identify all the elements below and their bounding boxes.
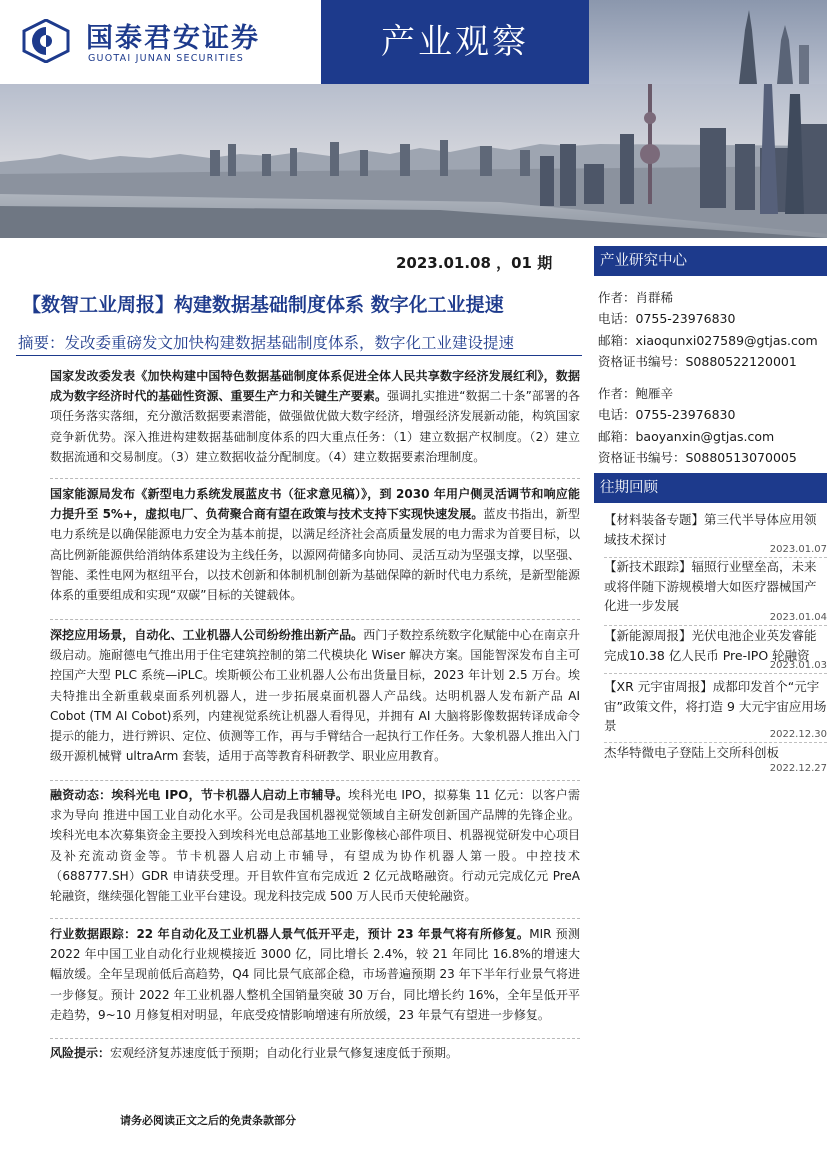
paragraph-body: 西门子数控系统数字化赋能中心在南京升级启动。施耐德电气推出用于住宅建筑控制的第二代模块化 Wiser 解决方案。国能智深发布自主可控国产大型 PLC 系统—iPLC。埃斯顿公布工业机器人公布出货量目标，2023 年计划 2.5 万台。埃夫特推出全新重载桌面系列机器人，进一步拓展桌面机器人产品线。达明机器人发布新产品 AI Cobot (TM AI Cobot)系列，内建视觉系统让机器人看得见，并拥有 AI 大脑将影像数据转译成命令提示的能力，进行辨识、定位、侦测等工作，再与手臂结合一起执行工作任务。大象机器人推出入门级开源机械臂 ultraArm 套装，适用于高等教育科研教学、职业应用教育。 bbox=[50, 628, 580, 764]
recent-report-title[interactable]: 【新技术跟踪】辐照行业壁垒高，未来或将伴随下游规模增大如医疗器械国产化进一步发展 bbox=[604, 559, 817, 613]
paragraph-body: 强调扎实推进“数据二十条”部署的各项任务落实落细，充分激活数据要素潜能，做强做优做大数字经济，增强经济发展新动能，构筑国家竞争新优势。深入推进构建数据基础制度体系的四大重点任务：（1）建立数据产权制度。（2）建立数据流通和交易制度。（3）建立数据收益分配制度。（4）建立数据要素治理制度。 bbox=[50, 389, 580, 464]
author-certificate: 资格证书编号：S0880513070005 bbox=[598, 450, 797, 466]
paragraph-separator bbox=[50, 1038, 580, 1039]
paragraph-lead: 国家能源局发布《新型电力系统发展蓝皮书（征求意见稿）》，到 2030 年用户侧灵活调节和响应能力提升至 5%+，虚拟电厂、负荷聚合商有望在政策与技术支持下实现快速发展。 bbox=[50, 487, 580, 522]
summary-divider bbox=[16, 355, 582, 356]
issue-date: 2023.01.08 ，01 期 bbox=[396, 254, 553, 272]
skyline-photo-banner bbox=[0, 84, 827, 238]
author-email[interactable]: 邮箱：xiaoqunxi027589@gtjas.com bbox=[598, 332, 818, 348]
skyline-photo-top bbox=[589, 0, 827, 84]
paragraph-separator bbox=[50, 619, 580, 620]
sidebar-recent-title: 往期回顾 bbox=[594, 473, 827, 503]
paragraph-lead: 行业数据跟踪：22 年自动化及工业机器人景气低开平走，预计 23 年景气将有所修复。 bbox=[50, 927, 530, 941]
recent-report-date: 2022.12.30 bbox=[769, 729, 827, 740]
guotai-junan-logo-icon bbox=[22, 19, 70, 63]
recent-report-item[interactable] bbox=[604, 557, 827, 616]
disclaimer-note: 请务必阅读正文之后的免责条款部分 bbox=[120, 1114, 296, 1127]
paragraph-body: 宏观经济复苏速度低于预期；自动化行业景气修复速度低于预期。 bbox=[110, 1046, 459, 1060]
paragraph-lead: 融资动态：埃科光电 IPO，节卡机器人启动上市辅导。 bbox=[50, 788, 349, 802]
recent-separator bbox=[604, 673, 827, 674]
header-logo-area bbox=[0, 0, 320, 84]
author-email[interactable]: 邮箱：baoyanxin@gtjas.com bbox=[598, 428, 775, 444]
paragraph-separator bbox=[50, 918, 580, 919]
section-title: 产业观察 bbox=[321, 0, 589, 84]
recent-report-item[interactable] bbox=[604, 743, 827, 763]
recent-report-title[interactable]: 【XR 元宇宙周报】成都印发首个“元宇宙”政策文件，将打造 9 大元宇宙应用场景 bbox=[604, 679, 827, 733]
author-name: 作者：肖群稀 bbox=[598, 290, 674, 305]
company-name-en: GUOTAI JUNAN SECURITIES bbox=[88, 53, 244, 64]
paragraph-lead: 国家发改委发表《加快构建中国特色数据基础制度体系促进全体人民共享数字经济发展红利》，数据成为数字经济时代的基础性资源、重要生产力和关键生产要素。 bbox=[50, 369, 580, 404]
recent-report-title[interactable]: 杰华特微电子登陆上交所科创板 bbox=[604, 745, 780, 760]
paragraph-lead: 深挖应用场景，自动化、工业机器人公司纷纷推出新产品。 bbox=[50, 628, 364, 642]
recent-report-date: 2022.12.27 bbox=[769, 763, 827, 774]
paragraph-risk bbox=[50, 1043, 580, 1063]
paragraph-industry-data bbox=[50, 924, 580, 1025]
author-certificate: 资格证书编号：S0880522120001 bbox=[598, 354, 797, 370]
paragraph-lead: 风险提示： bbox=[50, 1046, 111, 1060]
author-phone: 电话：0755-23976830 bbox=[598, 407, 736, 423]
author-contact-2 bbox=[598, 383, 797, 469]
author-contact-1 bbox=[598, 287, 818, 373]
paragraph-policy bbox=[50, 366, 580, 467]
sidebar-center-title: 产业研究中心 bbox=[594, 246, 827, 276]
paragraph-separator bbox=[50, 780, 580, 781]
paragraph-body: 蓝皮书指出，新型电力系统是以确保能源电力安全为基本前提，以满足经济社会高质量发展的电力需求为首要目标，以高比例新能源供给消纳体系建设为主线任务，以源网荷储多向协同、灵活互动为坚强支撑，以坚强、智能、柔性电网为枢纽平台，以技术创新和体制机制创新为基础保障的新时代电力系统，是新型能源体系的重要组成和实现“双碳”目标的关键载体。 bbox=[50, 507, 580, 603]
author-phone: 电话：0755-23976830 bbox=[598, 311, 736, 327]
recent-report-date: 2023.01.07 bbox=[769, 544, 827, 555]
recent-report-title[interactable]: 【新能源周报】光伏电池企业英发睿能完成10.38 亿人民币 Pre-IPO 轮融资 bbox=[604, 628, 817, 663]
recent-report-date: 2023.01.04 bbox=[769, 612, 827, 623]
paragraph-body: MIR 预测 2022 年中国工业自动化行业规模接近 3000 亿，同比增长 2.4%，较 21 年同比 16.8%的增速大幅放缓。全年呈现前低后高趋势，Q4 同比景气底部企稳，市场普遍预期 23 年下半年行业景气将进一步修复。预计 2022 年工业机器人整机全国销量突破 30 万台，同比增长约 16%，全年呈低开平走趋势，9~10 月修复相对明显，年底受疫情影响增速有所放缓，23 年景气有望进一步修复。 bbox=[50, 927, 580, 1022]
paragraph-body: 埃科光电 IPO，拟募集 11 亿元：以客户需求为导向 推进中国工业自动化水平。公司是我国机器视觉领域自主研发创新国产品牌的先锋企业。埃科光电本次募集资金主要投入到埃科光电总部基地工业影像核心部件项目、机器视觉研发中心项目及补充流动资金等。节卡机器人启动上市辅导，有望成为协作机器人第一股。中控技术（688777.SH）GDR 申请获受理。开目软件宣布完成近 2 亿元战略融资。行动元完成亿元 PreA 轮融资，继续强化智能工业平台建设。现龙科技完成 500 万人民币天使轮融资。 bbox=[50, 788, 580, 904]
author-name: 作者：鲍雁辛 bbox=[598, 386, 674, 401]
paragraph-financing bbox=[50, 785, 580, 906]
recent-report-title[interactable]: 【材料装备专题】第三代半导体应用领域技术探讨 bbox=[604, 512, 817, 547]
paragraph-separator bbox=[50, 478, 580, 479]
paragraph-energy bbox=[50, 484, 580, 605]
recent-report-item[interactable] bbox=[604, 677, 827, 736]
company-name-cn: 国泰君安证券 bbox=[86, 23, 260, 54]
report-summary: 摘要：发改委重磅发文加快构建数据基础制度体系，数字化工业建设提速 bbox=[18, 334, 515, 352]
paragraph-products bbox=[50, 625, 580, 766]
recent-report-date: 2023.01.03 bbox=[769, 660, 827, 671]
report-title: 【数智工业周报】构建数据基础制度体系 数字化工业提速 bbox=[22, 294, 504, 316]
